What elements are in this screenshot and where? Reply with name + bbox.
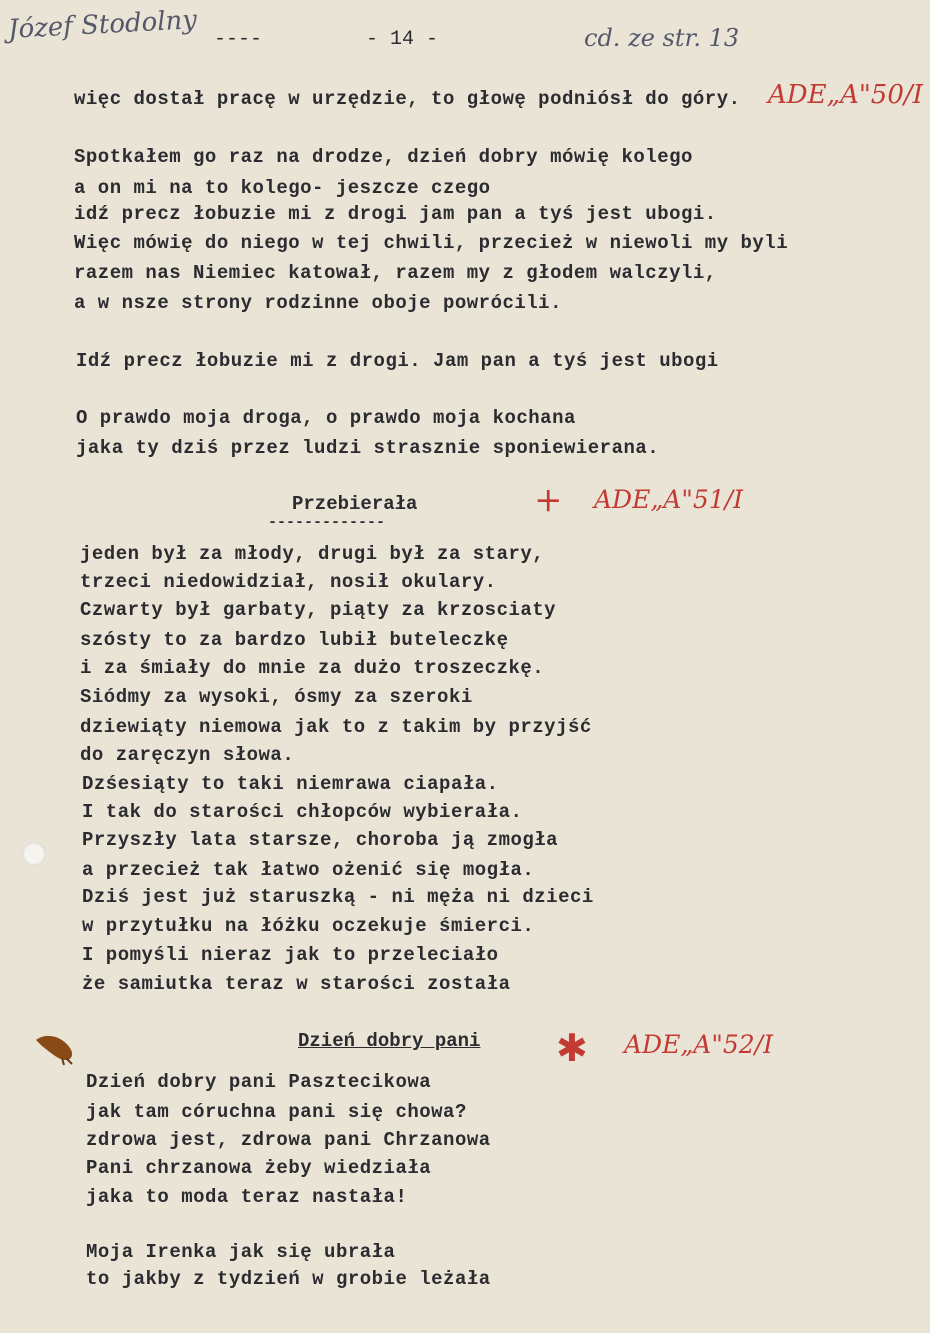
- text-line: a przecież tak łatwo ożenić się mogła.: [82, 859, 535, 881]
- insect-stain-icon: [32, 1030, 78, 1066]
- text-line: trzeci niedowidział, nosił okulary.: [80, 571, 497, 593]
- title-underline: -------------: [268, 514, 386, 531]
- text-line: jaka ty dziś przez ludzi strasznie sponiewierana.: [76, 437, 660, 459]
- text-line: Przyszły lata starsze, choroba ją zmogła: [82, 829, 559, 851]
- text-line: że samiutka teraz w starości została: [82, 973, 511, 995]
- punch-hole: [22, 842, 46, 866]
- text-line: jeden był za młody, drugi był za stary,: [80, 543, 545, 565]
- text-line: do zaręczyn słowa.: [80, 744, 295, 766]
- text-line: Więc mówię do niego w tej chwili, przecież w niewoli my byli: [74, 232, 789, 254]
- header-dash: ----: [214, 28, 263, 51]
- text-line: więc dostał pracę w urzędzie, to głowę podniósł do góry.: [74, 88, 741, 110]
- text-line: zdrowa jest, zdrowa pani Chrzanowa: [86, 1129, 491, 1151]
- asterisk-mark: ✱: [556, 1026, 588, 1070]
- text-line: Czwarty był garbaty, piąty za krzosciaty: [80, 599, 557, 621]
- text-line: Idź precz łobuzie mi z drogi. Jam pan a tyś jest ubogi: [76, 350, 719, 372]
- text-line: Spotkałem go raz na drodze, dzień dobry mówię kolego: [74, 146, 693, 168]
- text-line: jaka to moda teraz nastała!: [86, 1186, 408, 1208]
- archive-signature-51: ADE„A"51/I: [594, 485, 743, 514]
- text-line: Moja Irenka jak się ubrała: [86, 1241, 396, 1263]
- text-line: Dzśesiąty to taki niemrawa ciapała.: [82, 773, 499, 795]
- handwritten-continuation-note: cd. ze str. 13: [584, 24, 740, 52]
- archive-signature-52: ADE„A"52/I: [624, 1030, 773, 1059]
- text-line: i za śmiały do mnie za dużo troszeczkę.: [80, 657, 545, 679]
- section-title-przebierala: Przebierała: [292, 493, 418, 515]
- text-line: I tak do starości chłopców wybierała.: [82, 801, 523, 823]
- text-line: a w nsze strony rodzinne oboje powrócili.: [74, 292, 562, 314]
- archive-signature-50: ADE„A"50/I: [768, 80, 923, 110]
- text-line: Pani chrzanowa żeby wiedziała: [86, 1157, 432, 1179]
- text-line: jak tam córuchna pani się chowa?: [86, 1101, 467, 1123]
- text-line: I pomyśli nieraz jak to przeleciało: [82, 944, 499, 966]
- text-line: razem nas Niemiec katował, razem my z głodem walczyli,: [74, 262, 717, 284]
- text-line: w przytułku na łóżku oczekuje śmierci.: [82, 915, 535, 937]
- page-number: - 14 -: [366, 28, 439, 51]
- text-line: Siódmy za wysoki, ósmy za szeroki: [80, 686, 473, 708]
- text-line: to jakby z tydzień w grobie leżała: [86, 1268, 491, 1290]
- text-line: dziewiąty niemowa jak to z takim by przyjść: [80, 716, 592, 738]
- text-line: szósty to za bardzo lubił buteleczkę: [80, 629, 509, 651]
- plus-mark: +: [534, 480, 563, 520]
- handwritten-author-note: Józef Stodolny: [7, 5, 198, 45]
- text-line: Dziś jest już staruszką - ni męża ni dzieci: [82, 886, 594, 908]
- text-line: a on mi na to kolego- jeszcze czego: [74, 177, 491, 199]
- section-title-dzien-dobry-pani: Dzień dobry pani: [298, 1030, 481, 1052]
- text-line: O prawdo moja droga, o prawdo moja kochana: [76, 407, 576, 429]
- text-line: idź precz łobuzie mi z drogi jam pan a tyś jest ubogi.: [74, 203, 717, 225]
- text-line: Dzień dobry pani Pasztecikowa: [86, 1071, 432, 1093]
